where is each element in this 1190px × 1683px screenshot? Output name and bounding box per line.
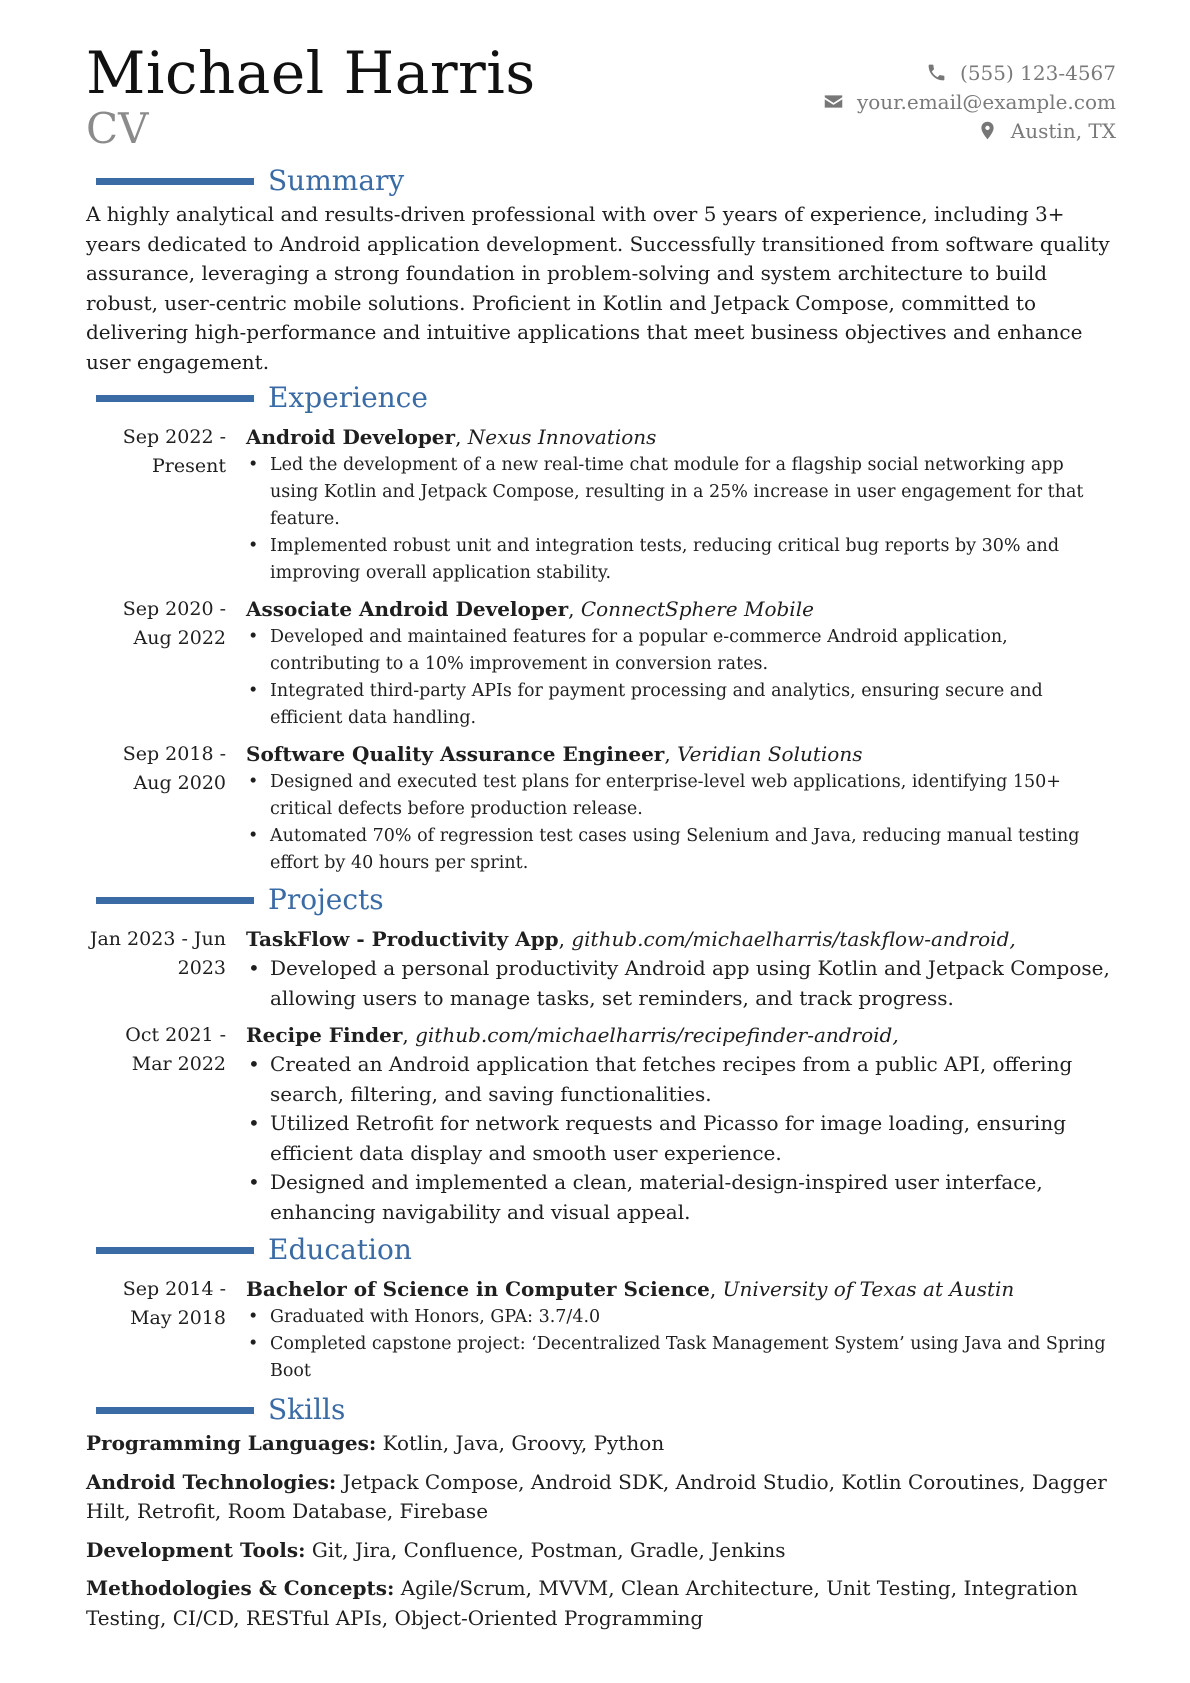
phone-text: (555) 123-4567 <box>960 60 1116 85</box>
section-summary-heading <box>96 164 1116 198</box>
education-entry <box>86 1275 1116 1385</box>
skill-row <box>86 1536 1116 1566</box>
entry-title: Software Quality Assurance Engineer <box>246 742 665 766</box>
skill-row <box>86 1468 1116 1527</box>
section-title: Experience <box>268 381 428 414</box>
section-projects-heading <box>96 883 1116 917</box>
entry-organization: ConnectSphere Mobile <box>580 597 814 621</box>
projects-list <box>86 925 1116 1227</box>
header <box>86 39 1116 164</box>
entry-title: Associate Android Developer <box>246 597 569 621</box>
entry-organization: University of Texas at Austin <box>722 1277 1015 1301</box>
entry-body <box>246 1021 1116 1227</box>
entry-date: Oct 2021 - Mar 2022 <box>125 1024 226 1075</box>
skill-row <box>86 1574 1116 1633</box>
entry-body <box>246 1275 1116 1385</box>
person-name: Michael Harris <box>86 39 536 107</box>
entry-date: Sep 2014 - May 2018 <box>122 1278 226 1329</box>
bullet-list <box>246 1050 1116 1227</box>
entry-heading <box>246 595 1116 624</box>
skill-row <box>86 1429 1116 1459</box>
experience-entry <box>86 595 1116 732</box>
skills-list <box>86 1429 1116 1633</box>
entry-title: Bachelor of Science in Computer Science <box>246 1277 710 1301</box>
cv-page <box>86 38 1116 1642</box>
entry-organization: Veridian Solutions <box>677 742 863 766</box>
contact-block <box>823 58 1116 145</box>
section-accent-bar <box>96 1247 254 1254</box>
contact-phone[interactable] <box>823 58 1116 87</box>
section-education-heading <box>96 1233 1116 1267</box>
entry-body <box>246 925 1116 1013</box>
bullet-item: • Integrated third-party APIs for payment processing and analytics, ensuring secure and efficient data handling. <box>270 678 1116 732</box>
entry-body <box>246 595 1116 732</box>
contact-email[interactable] <box>823 87 1116 116</box>
entry-date: Jan 2023 - Jun 2023 <box>89 928 226 979</box>
entry-title: Recipe Finder <box>246 1023 403 1047</box>
entry-title: Android Developer <box>246 425 456 449</box>
skill-value: Git, Jira, Confluence, Postman, Gradle, Jenkins <box>311 1537 786 1562</box>
bullet-list <box>246 452 1116 587</box>
contact-location <box>823 116 1116 145</box>
section-title: Projects <box>268 883 384 916</box>
skill-label: Methodologies & Concepts: <box>86 1576 395 1600</box>
separator: , <box>402 1023 416 1047</box>
envelope-icon <box>823 91 844 112</box>
entry-date: Sep 2022 - Present <box>122 426 226 477</box>
project-link[interactable]: github.com/michaelharris/taskflow-android, <box>571 927 1016 951</box>
entry-heading <box>246 1021 1116 1050</box>
separator: , <box>455 425 468 449</box>
bullet-item: • Created an Android application that fetches recipes from a public API, offering search, filtering, and saving functionalities. <box>270 1050 1116 1109</box>
bullet-list <box>246 769 1116 877</box>
experience-entry <box>86 740 1116 877</box>
projects-entry <box>86 1021 1116 1227</box>
bullet-item: • Designed and executed test plans for enterprise-level web applications, identifying 150+ critical defects before production release. <box>270 769 1116 823</box>
skill-label: Android Technologies: <box>86 1469 337 1494</box>
skill-label: Development Tools: <box>86 1537 306 1562</box>
entry-organization: Nexus Innovations <box>467 425 657 449</box>
email-text: your.email@example.com <box>856 89 1116 114</box>
bullet-list <box>246 954 1116 1013</box>
section-accent-bar <box>96 1407 254 1414</box>
skill-label: Programming Languages: <box>86 1431 377 1455</box>
separator: , <box>664 742 678 766</box>
entry-body <box>246 423 1116 587</box>
experience-entry <box>86 423 1116 587</box>
section-accent-bar <box>96 178 254 185</box>
bullet-item: • Completed capstone project: ‘Decentralized Task Management System’ using Java and Spring Boot <box>270 1331 1116 1385</box>
experience-list <box>86 423 1116 877</box>
entry-body <box>246 740 1116 877</box>
entry-heading <box>246 925 1116 954</box>
project-link[interactable]: github.com/michaelharris/recipefinder-android, <box>415 1023 899 1047</box>
summary-text: A highly analytical and results-driven professional with over 5 years of experience, including 3+ years dedicated to Android application development. Successfully transitioned from software quality assurance, leveraging a strong foundation in problem-solving and system architecture to build robust, user-centric mobile solutions. Proficient in Kotlin and Jetpack Compose, committed to delivering high-performance and intuitive applications that meet business objectives and enhance user engagement. <box>86 202 1110 374</box>
entry-date: Sep 2018 - Aug 2020 <box>122 743 226 794</box>
bullet-item: • Led the development of a new real-time chat module for a flagship social networking app using Kotlin and Jetpack Compose, resulting in a 25% increase in user engagement for that feature. <box>270 452 1116 533</box>
phone-icon <box>926 62 947 83</box>
bullet-item: • Developed a personal productivity Android app using Kotlin and Jetpack Compose, allowing users to manage tasks, set reminders, and track progress. <box>270 954 1116 1013</box>
skill-value: Jetpack Compose, Android SDK, Android Studio, Kotlin Coroutines, Dagger Hilt, Retrofit, Room Database, Firebase <box>86 1469 1107 1523</box>
bullet-item: • Developed and maintained features for a popular e-commerce Android application, contributing to a 10% improvement in conversion rates. <box>270 624 1116 678</box>
section-accent-bar <box>96 395 254 402</box>
bullet-item: • Automated 70% of regression test cases using Selenium and Java, reducing manual testing effort by 40 hours per sprint. <box>270 823 1116 877</box>
education-list <box>86 1275 1116 1385</box>
section-accent-bar <box>96 897 254 904</box>
location-text: Austin, TX <box>1010 118 1116 143</box>
section-skills-heading <box>96 1393 1116 1427</box>
section-experience-heading <box>96 381 1116 415</box>
section-title: Education <box>268 1233 412 1266</box>
bullet-list <box>246 1304 1116 1385</box>
section-title: Skills <box>268 1393 346 1426</box>
entry-date: Sep 2020 - Aug 2022 <box>122 598 226 649</box>
bullet-item: • Designed and implemented a clean, material-design-inspired user interface, enhancing navigability and visual appeal. <box>270 1168 1116 1227</box>
entry-heading <box>246 1275 1116 1304</box>
bullet-list <box>246 624 1116 732</box>
bullet-item: • Graduated with Honors, GPA: 3.7/4.0 <box>270 1304 1116 1331</box>
separator: , <box>568 597 581 621</box>
separator: , <box>709 1277 723 1301</box>
skill-value: Kotlin, Java, Groovy, Python <box>382 1431 665 1455</box>
projects-entry <box>86 925 1116 1013</box>
bullet-item: • Implemented robust unit and integration tests, reducing critical bug reports by 30% and improving overall application stability. <box>270 533 1116 587</box>
skill-value: Agile/Scrum, MVVM, Clean Architecture, Unit Testing, Integration Testing, CI/CD, RESTful APIs, Object-Oriented Programming <box>86 1576 1078 1630</box>
bullet-item: • Utilized Retrofit for network requests and Picasso for image loading, ensuring efficient data display and smooth user experience. <box>270 1109 1116 1168</box>
entry-title: TaskFlow - Productivity App <box>246 927 559 951</box>
entry-heading <box>246 740 1116 769</box>
separator: , <box>558 927 572 951</box>
document-type: CV <box>86 104 149 153</box>
entry-heading <box>246 423 1116 452</box>
map-pin-icon <box>977 120 998 141</box>
section-title: Summary <box>268 164 405 197</box>
